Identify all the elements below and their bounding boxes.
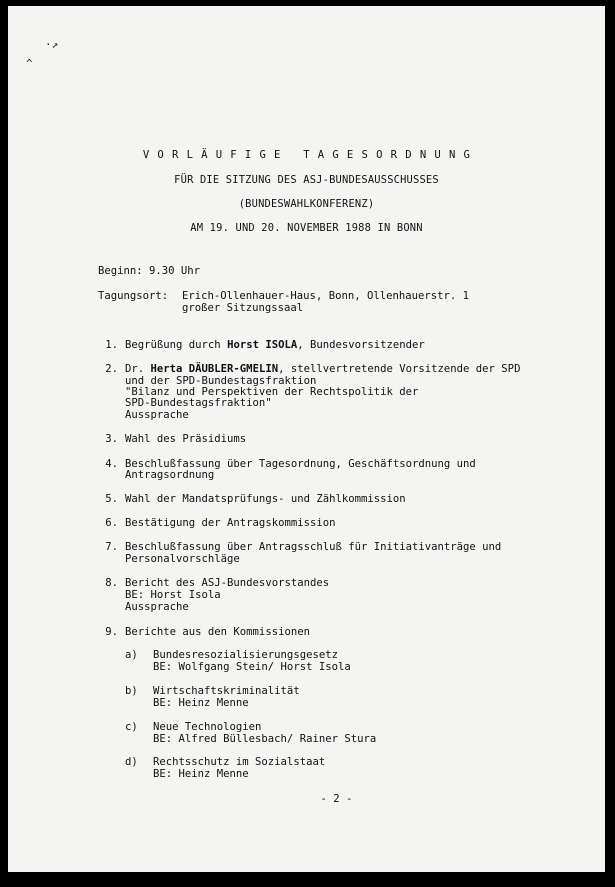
- item-number: 4.: [105, 458, 118, 470]
- page-number: - 2 -: [320, 793, 353, 805]
- sub-item-speaker: BE: Heinz Menne: [153, 697, 249, 709]
- item-line: Antragsordnung: [125, 469, 215, 481]
- item-line: Aussprache: [125, 409, 189, 421]
- item-text: Wahl des Präsidiums: [125, 433, 247, 445]
- person-name: Herta DÄUBLER-GMELIN: [150, 363, 279, 375]
- item-line: BE: Horst Isola: [125, 589, 221, 601]
- item-number: 1.: [105, 339, 118, 351]
- sub-item-letter: a): [125, 649, 138, 661]
- person-name: Horst ISOLA: [227, 339, 298, 351]
- venue-line-1: Erich-Ollenhauer-Haus, Bonn, Ollenhauerstr. 1: [182, 290, 470, 302]
- item-line: Aussprache: [125, 601, 189, 613]
- item-text-part: Dr.: [125, 363, 151, 375]
- item-line: Personalvorschläge: [125, 553, 240, 565]
- item-text: Beschlußfassung über Tagesordnung, Geschäftsordnung und: [125, 458, 476, 470]
- sub-item-letter: c): [125, 721, 138, 733]
- sub-item-text: Wirtschaftskriminalität: [153, 685, 300, 697]
- item-number: 6.: [105, 517, 118, 529]
- item-line: und der SPD-Bundestagsfraktion: [125, 375, 317, 387]
- item-line: SPD-Bundestagsfraktion": [125, 397, 272, 409]
- item-number: 8.: [105, 577, 118, 589]
- sub-item-text: Bundesresozialisierungsgesetz: [153, 649, 338, 661]
- item-text-part: , stellvertretende Vorsitzende der SPD: [278, 363, 521, 375]
- sub-item-letter: d): [125, 756, 138, 768]
- item-number: 9.: [105, 626, 118, 638]
- sub-item-speaker: BE: Heinz Menne: [153, 768, 249, 780]
- item-text: Berichte aus den Kommissionen: [125, 626, 310, 638]
- item-text: Bestätigung der Antragskommission: [125, 517, 336, 529]
- sub-item-speaker: BE: Wolfgang Stein/ Horst Isola: [153, 661, 351, 673]
- item-number: 3.: [105, 433, 118, 445]
- sub-item-text: Rechtsschutz im Sozialstaat: [153, 756, 326, 768]
- sub-item-speaker: BE: Alfred Büllesbach/ Rainer Stura: [153, 733, 377, 745]
- subtitle-line-2: (BUNDESWAHLKONFERENZ): [238, 198, 375, 210]
- item-text: Wahl der Mandatsprüfungs- und Zählkommission: [125, 493, 406, 505]
- sub-item-letter: b): [125, 685, 138, 697]
- venue-line-2: großer Sitzungssaal: [182, 302, 304, 314]
- item-text: Beschlußfassung über Antragsschluß für Initiativanträge und: [125, 541, 502, 553]
- document-page: [8, 6, 605, 872]
- item-text-part: Begrüßung durch: [125, 339, 228, 351]
- sub-item-text: Neue Technologien: [153, 721, 262, 733]
- item-text: [125, 340, 425, 352]
- document-title: VORLÄUFIGE TAGESORDNUNG: [142, 149, 479, 161]
- item-number: 5.: [105, 493, 118, 505]
- item-line: "Bilanz und Perspektiven der Rechtspolitik der: [125, 386, 419, 398]
- begin-time: Beginn: 9.30 Uhr: [98, 265, 201, 277]
- item-number: 2.: [105, 363, 118, 375]
- item-number: 7.: [105, 541, 118, 553]
- item-text: Bericht des ASJ-Bundesvorstandes: [125, 577, 330, 589]
- venue-label: Tagungsort:: [98, 290, 169, 302]
- subtitle-line-1: FÜR DIE SITZUNG DES ASJ-BUNDESAUSSCHUSSES: [174, 174, 439, 186]
- scan-mark: ^: [26, 57, 33, 70]
- item-text-part: , Bundesvorsitzender: [297, 339, 425, 351]
- scan-mark: ·↗: [45, 38, 59, 51]
- subtitle-line-3: AM 19. UND 20. NOVEMBER 1988 IN BONN: [190, 222, 423, 234]
